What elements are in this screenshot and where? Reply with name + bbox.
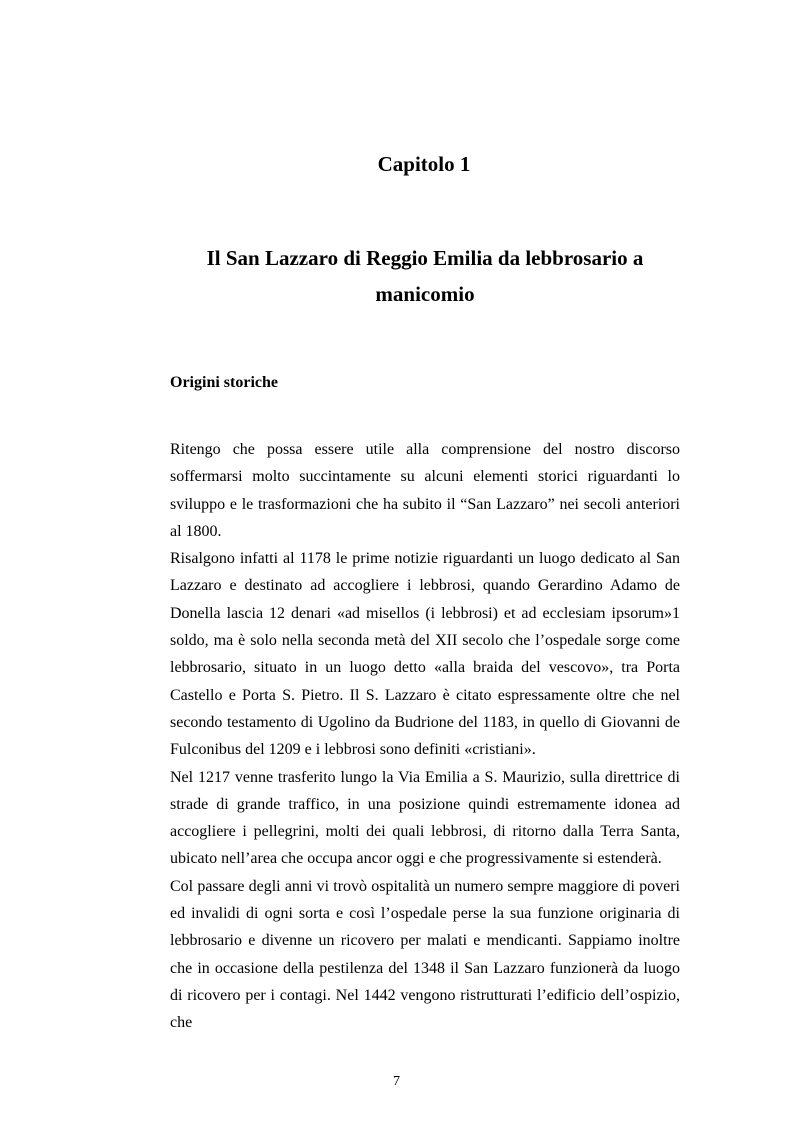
chapter-title: Il San Lazzaro di Reggio Emilia da lebbrosario a manicomio — [206, 246, 644, 306]
page-number: 7 — [393, 1074, 400, 1089]
paragraph-3: Nel 1217 venne trasferito lungo la Via Emilia a S. Maurizio, sulla direttrice di strade di grande traffico, in una posizione quindi estremamente idonea ad accogliere i pellegrini, molti dei quali lebbrosi, di ritorno dalla Terra Santa, ubicato nell’area che occupa ancor oggi e che progressivamente si estenderà. — [170, 768, 680, 868]
chapter-label: Capitolo 1 — [377, 152, 471, 176]
paragraph-2: Risalgono infatti al 1178 le prime notizie riguardanti un luogo dedicato al San Lazzaro e destinato ad accogliere i lebbrosi, quando Gerardino Adamo de Donella lascia 12 denari «ad misellos (i lebbrosi) et ad ecclesiam ipsorum»1 soldo, ma è solo nella seconda metà del XII secolo che l’ospedale sorge come lebbrosario, situato in un luogo detto «alla braida del vescovo», tra Porta Castello e Porta S. Pietro. Il S. Lazzaro è citato espressamente oltre che nel secondo testamento di Ugolino da Budrione del 1183, in quello di Giovanni de Fulconibus del 1209 e i lebbrosi sono definiti «cristiani». — [170, 550, 680, 759]
paragraph-1: Ritengo che possa essere utile alla comprensione del nostro discorso soffermarsi molto succintamente su alcuni elementi storici riguardanti lo sviluppo e le trasformazioni che ha subito il “San Lazzaro” nei secoli anteriori al 1800. — [170, 441, 680, 540]
paragraph-4: Col passare degli anni vi trovò ospitalità un numero sempre maggiore di poveri ed invalidi di ogni sorta e così l’ospedale perse la sua funzione originaria di lebbrosario e divenne un ricovero per malati e mendicanti. Sappiamo inoltre che in occasione della pestilenza del 1348 il San Lazzaro funzionerà da luogo di ricovero per i contagi. Nel 1442 vengono ristrutturati l’edificio dell’ospizio, che — [170, 877, 680, 1032]
body-text — [170, 436, 680, 1037]
section-heading: Origini storiche — [170, 374, 278, 391]
